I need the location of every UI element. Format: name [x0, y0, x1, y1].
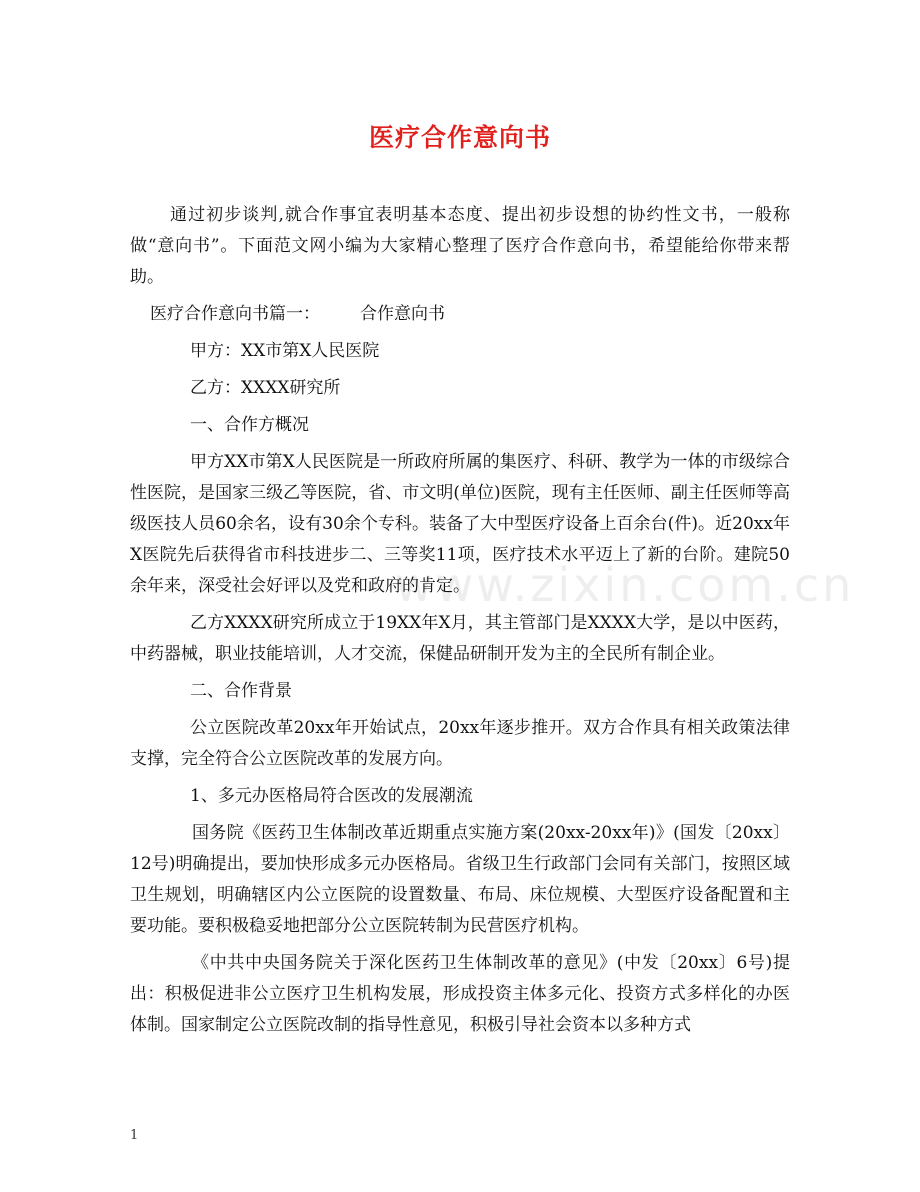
- party-b-line: 乙方：XXXX研究所: [190, 378, 341, 398]
- document-body: [130, 200, 790, 1045]
- watermark: www.zixin.com.cn: [395, 558, 855, 612]
- section-heading-row: [130, 299, 790, 330]
- background-paragraph: 公立医院改革20xx年开始试点，20xx年逐步推开。双方合作具有相关政策法律支撑，完全符合公立医院改革的发展方向。: [130, 718, 790, 769]
- party-a-line: 甲方：XX市第X人民医院: [190, 341, 380, 361]
- document-title: 医疗合作意向书: [368, 123, 551, 152]
- central-committee-paragraph: 《中共中央国务院关于深化医药卫生体制改革的意见》(中发〔20xx〕6号)提出：积极促进非公立医疗卫生机构发展，形成投资主体多元化、投资方式多样化的办医体制。国家制定公立医院改制的指导性意见，积极引导社会资本以多种方式: [130, 953, 790, 1035]
- intro-paragraph: 通过初步谈判,就合作事宜表明基本态度、提出初步设想的协约性文书，一般称做“意向书”。下面范文网小编为大家精心整理了医疗合作意向书，希望能给你带来帮助。: [130, 205, 790, 287]
- state-council-paragraph: 国务院《医药卫生体制改革近期重点实施方案(20xx-20xx年)》(国发〔20xx〕12号)明确提出，要加快形成多元办医格局。省级卫生行政部门会同有关部门，按照区域卫生规划，明确辖区内公立医院的设置数量、布局、床位规模、大型医疗设备配置和主要功能。要积极稳妥地把部分公立医院转制为民营医疗机构。: [130, 823, 790, 936]
- section-heading-left: 医疗合作意向书篇一：: [150, 304, 320, 324]
- party-b-overview: 乙方XXXX研究所成立于19XX年X月，其主管部门是XXXX大学，是以中医药，中药器械，职业技能培训，人才交流，保健品研制开发为主的全民所有制企业。: [130, 613, 790, 664]
- subsection-1-heading: 1、多元办医格局符合医改的发展潮流: [190, 786, 473, 806]
- section-1-heading: 一、合作方概况: [190, 415, 309, 435]
- page-number: 1: [130, 1128, 139, 1143]
- party-a-overview: 甲方XX市第X人民医院是一所政府所属的集医疗、科研、教学为一体的市级综合性医院，是国家三级乙等医院，省、市文明(单位)医院，现有主任医师、副主任医师等高级医技人员60余名，设有30余个专科。装备了大中型医疗设备上百余台(件)。近20xx年X医院先后获得省市科技进步二、三等奖11项，医疗技术水平迈上了新的台阶。建院50余年来，深受社会好评以及党和政府的肯定。: [130, 452, 790, 596]
- section-heading-right: 合作意向书: [360, 304, 445, 324]
- section-2-heading: 二、合作背景: [190, 681, 292, 701]
